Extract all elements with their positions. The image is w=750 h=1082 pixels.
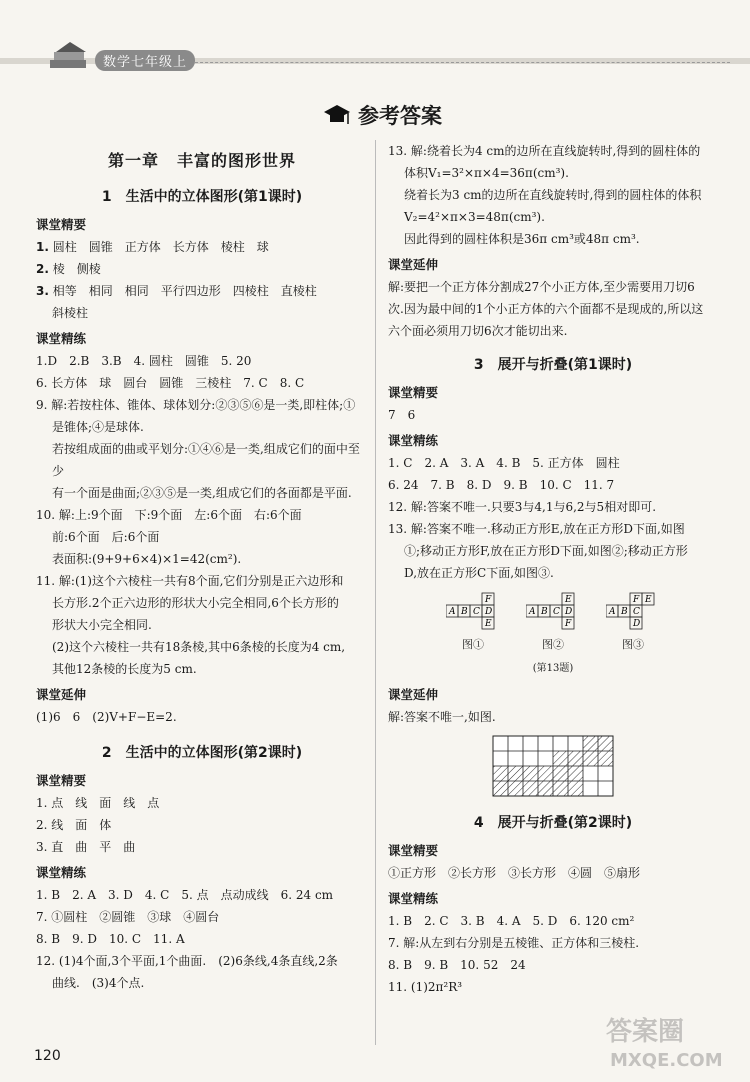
answer-line: 是锥体;④是球体. <box>52 420 144 434</box>
lesson-heading <box>36 742 368 764</box>
answer-line: ①正方形 ②长方形 ③长方形 ④圆 ⑤扇形 <box>388 866 641 880</box>
svg-text:D: D <box>485 607 493 617</box>
answer-line: 13. 解:答案不唯一.移动正方形E,放在正方形D下面,如图 <box>388 522 685 536</box>
svg-text:答案圈: 答案圈 <box>606 1017 685 1047</box>
section-label: 课堂延伸 <box>388 257 439 272</box>
answer-line: D,放在正方形C下面,如图③. <box>404 566 554 580</box>
answer-line: 曲线. (3)4个点. <box>52 976 145 990</box>
answer-line: 1. C 2. A 3. A 4. B 5. 正方体 圆柱 <box>388 456 620 470</box>
answer-line: 8. B 9. D 10. C 11. A <box>36 932 185 946</box>
answer-line: ①;移动正方形F,放在正方形D下面,如图②;移动正方形 <box>404 544 688 558</box>
cube-net-diagram <box>526 590 580 634</box>
answer-line: 斜棱柱 <box>52 306 89 320</box>
svg-text:B: B <box>461 607 468 617</box>
answer-line: 7. ①圆柱 ②圆锥 ③球 ④圆台 <box>36 910 220 924</box>
answer-line: 解:要把一个正方体分割成27个小正方体,至少需要用刀切6 <box>388 280 695 294</box>
answer-line: 6. 长方体 球 圆台 圆锥 三棱柱 7. C 8. C <box>36 376 305 390</box>
hatched-grid-diagram <box>491 734 615 798</box>
svg-text:D: D <box>633 619 641 629</box>
graduation-cap-icon <box>322 102 352 128</box>
answer-line: 12. 解:答案不唯一.只要3与4,1与6,2与5相对即可. <box>388 500 657 514</box>
answer-line: 3. 直 曲 平 曲 <box>36 840 136 854</box>
answer-line: 有一个面是曲面;②③⑤是一类,组成它们的各面都是平面. <box>52 486 352 500</box>
section-label: 课堂精练 <box>36 331 87 346</box>
lesson-heading <box>388 812 718 834</box>
answer-line: 12. (1)4个面,3个平面,1个曲面. (2)6条线,4条直线,2条 <box>36 954 338 968</box>
chapter-title: 丰富的图形世界 <box>177 151 297 170</box>
svg-text:A: A <box>449 607 456 617</box>
answer-line: 6. 24 7. B 8. D 9. B 10. C 11. 7 <box>388 478 615 492</box>
svg-text:F: F <box>485 595 492 605</box>
lesson-title: 展开与折叠(第2课时) <box>497 815 633 831</box>
answer-line: (2)这个六棱柱一共有18条棱,其中6条棱的长度为4 cm, <box>52 640 346 654</box>
svg-text:B: B <box>541 607 548 617</box>
left-column <box>36 150 368 994</box>
lesson-number: 2 <box>101 745 112 761</box>
answer-line: 绕着长为3 cm的边所在直线旋转时,得到的圆柱体的体积 <box>404 188 702 202</box>
column-divider <box>375 140 376 1045</box>
answer-line: 7 6 <box>388 408 416 422</box>
section-label: 课堂精要 <box>388 385 439 400</box>
cut-grid-figure <box>388 734 718 798</box>
lesson-title: 生活中的立体图形(第1课时) <box>125 189 303 205</box>
answer-line: 表面积:(9+9+6×4)×1=42(cm²). <box>52 552 242 566</box>
answer-line: 解:答案不唯一,如图. <box>388 710 496 724</box>
answer-line: 10. 解:上:9个面 下:9个面 左:6个面 右:6个面 <box>36 508 302 522</box>
lesson-heading <box>388 354 718 376</box>
book-stack-icon <box>46 40 92 74</box>
answer-line: 其他12条棱的长度为5 cm. <box>52 662 197 676</box>
section-label: 课堂精要 <box>36 217 87 232</box>
svg-text:F: F <box>633 595 640 605</box>
net-figure-2 <box>526 590 580 656</box>
answer-line: 2. 棱 侧棱 <box>36 262 101 276</box>
svg-text:C: C <box>633 607 640 617</box>
answer-line: 若按组成面的曲或平划分:①④⑥是一类,组成它们的面中至少 <box>52 442 360 478</box>
section-label: 课堂精练 <box>388 433 439 448</box>
answer-line: 9. 解:若按柱体、锥体、球体划分:②③⑤⑥是一类,即柱体;① <box>36 398 356 412</box>
section-label: 课堂精练 <box>388 891 439 906</box>
section-label: 课堂精要 <box>388 843 439 858</box>
figure-label: 图① <box>462 638 484 651</box>
answer-line: 11. (1)2π²R³ <box>388 980 463 994</box>
answer-line: 形状大小完全相同. <box>52 618 152 632</box>
answer-line: 1. B 2. C 3. B 4. A 5. D 6. 120 cm² <box>388 914 635 928</box>
svg-text:A: A <box>529 607 536 617</box>
svg-text:E: E <box>645 595 652 605</box>
answer-line: V₂=4²×π×3=48π(cm³). <box>404 210 545 224</box>
svg-text:MXQE.COM: MXQE.COM <box>610 1050 723 1071</box>
lesson-title: 展开与折叠(第1课时) <box>497 357 633 373</box>
net-figure-1 <box>446 590 500 656</box>
book-title: 数学七年级上 <box>95 50 195 71</box>
answer-line: 2. 线 面 体 <box>36 818 112 832</box>
figure-label: 图② <box>542 638 564 651</box>
answer-line: 8. B 9. B 10. 52 24 <box>388 958 526 972</box>
lesson-number: 3 <box>473 357 484 373</box>
figure-label: 图③ <box>622 638 644 651</box>
answer-line: 次.因为最中间的1个小正方体的六个面都不是现成的,所以这 <box>388 302 704 316</box>
net-figure-3 <box>606 590 660 656</box>
answer-line: 前:6个面 后:6个面 <box>52 530 160 544</box>
answer-line: 1. 圆柱 圆锥 正方体 长方体 棱柱 球 <box>36 240 269 254</box>
net-figures <box>388 590 718 656</box>
answer-line: 六个面必须用刀切6次才能切出来. <box>388 324 568 338</box>
answer-line: 13. 解:绕着长为4 cm的边所在直线旋转时,得到的圆柱体的 <box>388 144 701 158</box>
answer-line: 11. 解:(1)这个六棱柱一共有8个面,它们分别是正六边形和 <box>36 574 344 588</box>
answer-line: 1. B 2. A 3. D 4. C 5. 点 点动成线 6. 24 cm <box>36 888 334 902</box>
answer-line: 长方形.2个正六边形的形状大小完全相同,6个长方形的 <box>52 596 339 610</box>
answer-line: 因此得到的圆柱体积是36π cm³或48π cm³. <box>404 232 640 246</box>
svg-text:C: C <box>473 607 480 617</box>
answer-line: (1)6 6 (2)V+F−E=2. <box>36 710 177 724</box>
lesson-title: 生活中的立体图形(第2课时) <box>125 745 303 761</box>
cube-net-diagram <box>606 590 660 634</box>
lesson-number: 4 <box>473 815 484 831</box>
lesson-number: 1 <box>101 189 112 205</box>
svg-text:F: F <box>565 619 572 629</box>
answer-line: 体积V₁=3²×π×4=36π(cm³). <box>404 166 569 180</box>
answer-line: 7. 解:从左到右分别是五棱锥、正方体和三棱柱. <box>388 936 640 950</box>
page-number: 120 <box>34 1048 61 1064</box>
answer-line: 1. 点 线 面 线 点 <box>36 796 160 810</box>
svg-text:C: C <box>553 607 560 617</box>
figure-caption: (第13题) <box>532 663 574 674</box>
cube-net-diagram <box>446 590 500 634</box>
answer-line: 1.D 2.B 3.B 4. 圆柱 圆锥 5. 20 <box>36 354 252 368</box>
svg-text:A: A <box>609 607 616 617</box>
answer-line: 3. 相等 相同 相同 平行四边形 四棱柱 直棱柱 <box>36 284 317 298</box>
section-label: 课堂精练 <box>36 865 87 880</box>
header-dashed-line <box>190 62 730 63</box>
right-column <box>388 140 718 998</box>
svg-text:D: D <box>565 607 573 617</box>
svg-text:E: E <box>565 595 572 605</box>
svg-text:B: B <box>621 607 628 617</box>
lesson-heading <box>36 186 368 208</box>
section-label: 课堂精要 <box>36 773 87 788</box>
chapter-heading <box>36 150 368 172</box>
section-label: 课堂延伸 <box>388 687 439 702</box>
answer-banner <box>322 98 442 132</box>
page-title: 参考答案 <box>358 104 442 128</box>
chapter-number: 第一章 <box>107 151 159 170</box>
svg-text:E: E <box>485 619 492 629</box>
watermark-logo <box>596 1010 736 1072</box>
section-label: 课堂延伸 <box>36 687 87 702</box>
